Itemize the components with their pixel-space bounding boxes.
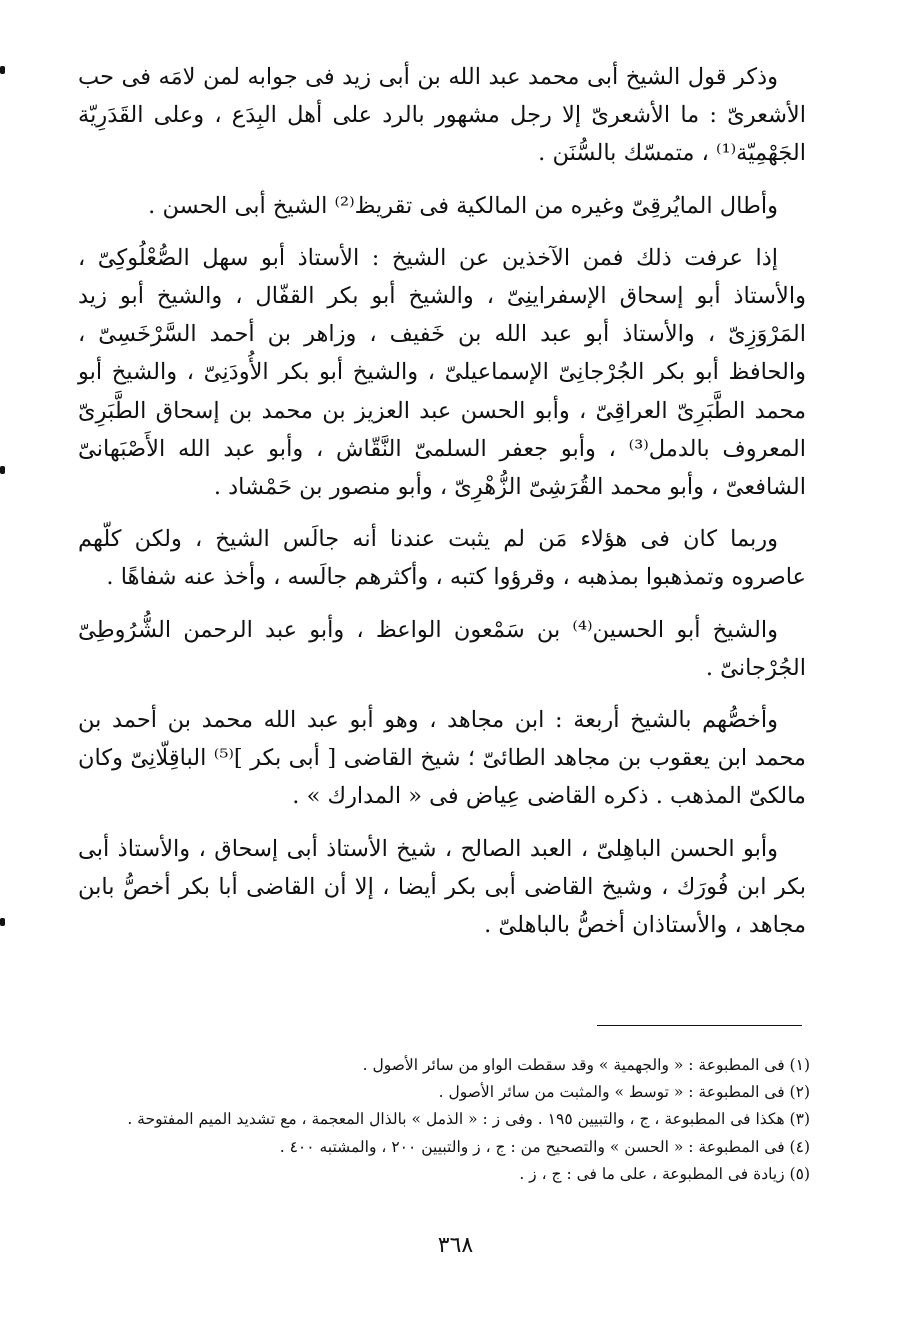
paragraph: والشيخ أبو الحسين⁽⁴⁾ بن سَمْعون الواعظ ، وأبو عبد الرحمن الشُّرُوطِىّ الجُرْجانىّ .	[78, 616, 806, 681]
footnote-separator	[597, 1025, 802, 1026]
paragraph: وربما كان فى هؤلاء مَن لم يثبت عندنا أنه جالَس الشيخ ، ولكن كلّهم عاصروه وتمذهبوا بمذهبه ، وقرؤوا كتبه ، وأكثرهم جالَسه ، وأخذ عنه شفاهًا .	[78, 526, 806, 591]
footnote: (٥) زيادة فى المطبوعة ، على ما فى : ج ، ز .	[519, 1164, 810, 1183]
paragraph: وأطال المايُرقِىّ وغيره من المالكية فى تقريظ⁽²⁾ الشيخ أبى الحسن .	[148, 192, 778, 219]
footnote: (١) فى المطبوعة : « والجهمية » وقد سقطت الواو من سائر الأصول .	[362, 1056, 810, 1074]
footnote: (٣) هكذا فى المطبوعة ، ج ، والتبيين ١٩٥ . وفى ز : « الذمل » بالذال المعجمة ، مع تشديد الميم المفتوحة .	[127, 1110, 810, 1129]
edge-mark-middle	[0, 466, 5, 474]
footnotes	[70, 1052, 810, 1188]
paragraph: وأخصُّهم بالشيخ أربعة : ابن مجاهد ، وهو أبو عبد الله محمد بن أحمد بن محمد ابن يعقوب بن مجاهد الطائىّ ؛ شيخ القاضى [ أبى بكر ]⁽⁵⁾ الباقِلّانِىّ وكان مالكىّ المذهب . ذكره القاضى عِياض فى « المدارك » .	[78, 707, 806, 810]
footnote: (٤) فى المطبوعة : « الحسن » والتصحيح من : ج ، ز والتبيين ٢٠٠ ، والمشتبه ٤٠٠ .	[279, 1137, 810, 1156]
edge-mark-bottom	[0, 918, 5, 926]
paragraph: وأبو الحسن الباهِلىّ ، العبد الصالح ، شيخ الأستاذ أبى إسحاق ، والأستاذ أبى بكر ابن فُورَك ، وشيخ القاضى أبى بكر أيضا ، إلا أن القاضى أبا بكر أخصُّ بابن مجاهد ، والأستاذان أخصُّ بالباهلىّ .	[78, 835, 806, 939]
footnote: (٢) فى المطبوعة : « توسط » والمثبت من سائر الأصول .	[438, 1083, 810, 1102]
paragraph: إذا عرفت ذلك فمن الآخذين عن الشيخ : الأستاذ أبو سهل الصُّعْلُوكِىّ ، والأستاذ أبو إسحاق الإسفراينِىّ ، والشيخ أبو بكر القفّال ، والشيخ أبو زيد المَرْوَزِىّ ، والأستاذ أبو عبد الله بن خَفيف ، وزاهر بن أحمد السَّرْخَسِىّ ، والحافظ أبو بكر الجُرْجانِىّ الإسماعيلىّ ، والشيخ أبو بكر الأُودَنِىّ ، والشيخ أبو محمد الطَّبَرِىّ العراقِىّ ، وأبو الحسن عبد العزيز بن محمد بن إسحاق الطَّبَرِىّ المعروف بالدمل⁽³⁾ ، وأبو جعفر السلمىّ النَّقّاش ، وأبو عبد الله الأَصْبَهانىّ الشافعىّ ، وأبو محمد القُرَشِىّ الزُّهْرِىّ ، وأبو منصور بن حَمْشاد .	[78, 244, 806, 501]
paragraph: وذكر قول الشيخ أبى محمد عبد الله بن أبى زيد فى جوابه لمن لامَه فى حب الأشعرىّ : ما الأشعرىّ إلا رجل مشهور بالرد على أهل البِدَع ، وعلى القَدَرِيّة الجَهْمِيّة⁽¹⁾ ، متمسّك بالسُّنَن .	[78, 64, 806, 167]
edge-mark-top	[0, 66, 5, 74]
main-text	[78, 58, 806, 958]
page-number: ٣٦٨	[437, 1233, 474, 1258]
